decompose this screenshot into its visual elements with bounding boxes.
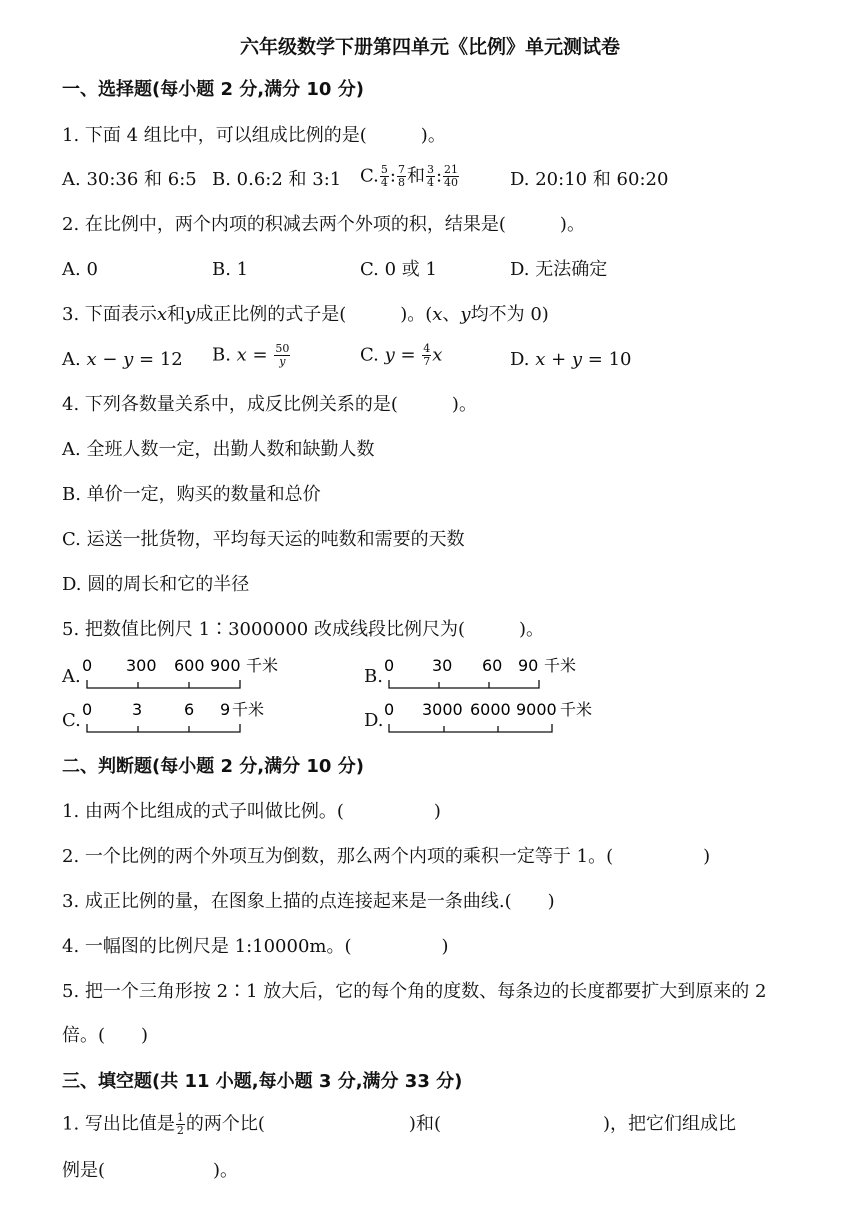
q1-option-a: A. 30:36 和 6:5: [62, 169, 197, 190]
option-text: B. 𝑥 =: [212, 344, 268, 366]
q2-option-d: D. 无法确定: [510, 259, 608, 280]
denominator: 𝑦: [279, 355, 286, 368]
scale-tick-label: 90: [518, 656, 539, 675]
section-heading-judge: 二、判断题(每小题 2 分,满分 10 分): [62, 756, 364, 777]
scale-tick-label: 0: [384, 700, 395, 719]
option-letter: C.: [360, 165, 379, 187]
scale-tick-label: 3000: [422, 700, 463, 719]
scale-line: [87, 680, 240, 688]
q5-option-c-scale-bar: [82, 698, 302, 738]
section-heading-fill: 三、填空题(共 11 小题,每小题 3 分,满分 33 分): [62, 1071, 463, 1092]
scale-tick-label: 0: [82, 656, 93, 675]
numerator: 1: [176, 1111, 184, 1124]
section-heading-choice: 一、选择题(每小题 2 分,满分 10 分): [62, 79, 364, 100]
numerator: 3: [426, 163, 434, 176]
judge-item-1: 1. 由两个比组成的式子叫做比例。( ): [62, 801, 441, 822]
scale-tick-label: 9000: [516, 700, 557, 719]
question-3-stem: 3. 下面表示𝑥和𝑦成正比例的式子是( )。(𝑥、𝑦均不为 0): [62, 304, 549, 325]
q3-option-b: [212, 343, 291, 368]
fill-item-1-line-2: 例是( )。: [62, 1160, 239, 1181]
scale-unit: 千米: [560, 700, 593, 719]
numerator: 50: [275, 342, 290, 355]
scale-line: [87, 724, 240, 732]
scale-tick-label: 0: [384, 656, 395, 675]
q4-option-b: B. 单价一定，购买的数量和总价: [62, 484, 321, 505]
denominator: 4: [380, 176, 388, 189]
fill-text: 1. 写出比值是: [62, 1113, 175, 1135]
q5-option-a-scale-bar: [82, 654, 302, 694]
question-4-stem: 4. 下列各数量关系中，成反比例关系的是( )。: [62, 394, 477, 415]
q4-option-a: A. 全班人数一定，出勤人数和缺勤人数: [62, 439, 375, 460]
q4-option-d: D. 圆的周长和它的半径: [62, 574, 250, 595]
judge-item-4: 4. 一幅图的比例尺是 1:10000m。( ): [62, 936, 449, 957]
fraction: [426, 164, 435, 189]
scale-tick-label: 0: [82, 700, 93, 719]
q1-option-c: [360, 164, 460, 189]
fraction: [422, 343, 431, 368]
scale-tick-label: 6000: [470, 700, 511, 719]
q5-option-d-scale-bar: [384, 698, 624, 738]
scale-tick-label: 900: [210, 656, 241, 675]
fraction: [443, 164, 459, 189]
colon: :: [389, 165, 396, 187]
colon: :: [435, 165, 443, 187]
numerator: 5: [380, 163, 388, 176]
judge-item-5-line-2: 倍。( ): [62, 1025, 149, 1046]
fraction: [397, 164, 406, 189]
judge-item-2: 2. 一个比例的两个外项互为倒数，那么两个内项的乘积一定等于 1。( ): [62, 846, 711, 867]
fill-text: 的两个比( )和( )，把它们组成比: [185, 1113, 736, 1135]
q5-option-a-letter: A.: [62, 666, 81, 687]
numerator: 4: [423, 342, 431, 355]
option-text: 𝑥: [432, 344, 443, 366]
q3-option-a: A. 𝑥 − 𝑦 = 12: [62, 349, 183, 370]
q1-option-b: B. 0.6:2 和 3:1: [212, 169, 342, 190]
denominator: 7: [423, 355, 431, 368]
scale-tick-label: 30: [432, 656, 453, 675]
judge-item-3: 3. 成正比例的量，在图象上描的点连接起来是一条曲线.( ): [62, 891, 555, 912]
q2-option-b: B. 1: [212, 259, 249, 280]
judge-item-5-line-1: 5. 把一个三角形按 2∶1 放大后，它的每个角的度数、每条边的长度都要扩大到原来的 2: [62, 981, 767, 1002]
q3-option-c: [360, 343, 442, 368]
fraction: [380, 164, 389, 189]
fraction: [176, 1112, 185, 1137]
q2-option-a: A. 0: [62, 259, 98, 280]
numerator: 21: [444, 163, 459, 176]
scale-unit: 千米: [246, 656, 279, 675]
connector-text: 和: [406, 165, 425, 187]
q5-option-b-scale-bar: [384, 654, 604, 694]
q3-option-d: D. 𝑥 + 𝑦 = 10: [510, 349, 632, 370]
q5-option-b-letter: B.: [364, 666, 383, 687]
scale-tick-label: 300: [126, 656, 157, 675]
scale-line: [389, 680, 539, 688]
denominator: 4: [426, 176, 434, 189]
question-2-stem: 2. 在比例中，两个内项的积减去两个外项的积，结果是( )。: [62, 214, 585, 235]
scale-unit: 千米: [544, 656, 577, 675]
scale-tick-label: 3: [132, 700, 143, 719]
option-text: C. 𝑦 =: [360, 344, 416, 366]
q5-option-d-letter: D.: [364, 710, 384, 731]
scale-unit: 千米: [232, 700, 265, 719]
scale-line: [389, 724, 552, 732]
question-5-stem: 5. 把数值比例尺 1∶3000000 改成线段比例尺为( )。: [62, 619, 544, 640]
q2-option-c: C. 0 或 1: [360, 259, 437, 280]
denominator: 2: [176, 1124, 184, 1137]
scale-tick-label: 6: [184, 700, 195, 719]
denominator: 40: [444, 176, 459, 189]
q5-option-c-letter: C.: [62, 710, 81, 731]
page-title: 六年级数学下册第四单元《比例》单元测试卷: [239, 36, 620, 58]
q4-option-c: C. 运送一批货物，平均每天运的吨数和需要的天数: [62, 529, 465, 550]
question-1-stem: 1. 下面 4 组比中，可以组成比例的是( )。: [62, 125, 446, 146]
fraction: [274, 343, 290, 368]
q1-option-d: D. 20:10 和 60:20: [510, 169, 669, 190]
scale-tick-label: 600: [174, 656, 205, 675]
fill-item-1-line-1: [62, 1112, 736, 1137]
numerator: 7: [397, 163, 405, 176]
denominator: 8: [397, 176, 405, 189]
scale-tick-label: 60: [482, 656, 503, 675]
scale-tick-label: 9: [220, 700, 231, 719]
